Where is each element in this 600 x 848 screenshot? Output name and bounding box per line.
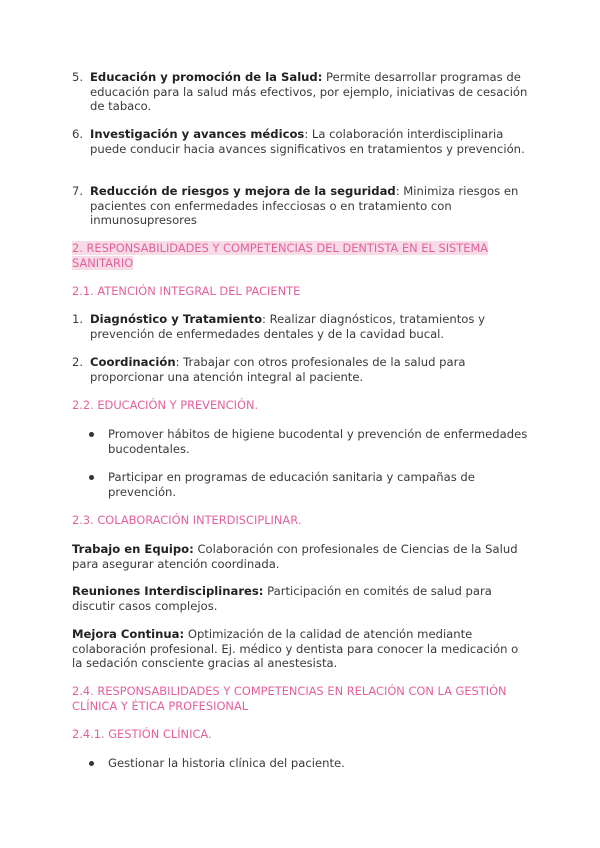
- list-item: [72, 312, 530, 341]
- list-number: 5.: [72, 70, 84, 84]
- para-label: Reuniones Interdisciplinares:: [72, 584, 264, 598]
- bullet-item: [108, 427, 528, 456]
- item-text: : La colaboración interdisciplinaria puede conducir hacia avances significativos en tratamientos y prevención.: [90, 127, 525, 156]
- list-number: 1.: [72, 312, 84, 326]
- subsection-heading: 2.1. ATENCIÓN INTEGRAL DEL PACIENTE: [72, 284, 301, 298]
- list-number: 6.: [72, 127, 84, 141]
- paragraph: [72, 627, 530, 671]
- item-text: : Minimiza riesgos en pacientes con enfermedades infecciosas o en tratamiento con inmunosupresores: [90, 184, 519, 228]
- list-number: 7.: [72, 184, 84, 198]
- item-label: Reducción de riesgos y mejora de la seguridad: [90, 184, 396, 198]
- subsection-heading: 2.2. EDUCACIÓN Y PREVENCIÓN.: [72, 398, 259, 412]
- item-label: Educación y promoción de la Salud:: [90, 70, 323, 84]
- bullet-item: [108, 756, 528, 771]
- item-text: : Realizar diagnósticos, tratamientos y prevención de enfermedades dentales y de la cavidad bucal.: [90, 312, 485, 341]
- bullet-icon: [89, 432, 94, 437]
- bullet-text: Participar en programas de educación sanitaria y campañas de prevención.: [108, 470, 475, 499]
- bullet-text: Promover hábitos de higiene bucodental y prevención de enfermedades bucodentales.: [108, 427, 528, 456]
- bullet-icon: [89, 761, 94, 766]
- section-heading-text: 2. RESPONSABILIDADES Y COMPETENCIAS DEL DENTISTA EN EL SISTEMA SANITARIO: [72, 241, 489, 270]
- list-number: 2.: [72, 355, 84, 369]
- bullet-item: [108, 470, 528, 499]
- subsection-heading: 2.4.1. GESTIÓN CLÍNICA.: [72, 727, 212, 741]
- subsection-heading: 2.3. COLABORACIÓN INTERDISCIPLINAR.: [72, 513, 302, 527]
- paragraph: [72, 542, 530, 571]
- item-label: Diagnóstico y Tratamiento: [90, 312, 263, 326]
- item-text: : Trabajar con otros profesionales de la salud para proporcionar una atención integral al paciente.: [90, 355, 466, 384]
- para-label: Trabajo en Equipo:: [72, 542, 194, 556]
- section-heading: [72, 241, 512, 270]
- subsection-heading: 2.4. RESPONSABILIDADES Y COMPETENCIAS EN RELACIÓN CON LA GESTIÓN CLÍNICA Y ÉTICA PROFESIONAL: [72, 684, 507, 713]
- list-item: [72, 127, 530, 156]
- paragraph: [72, 584, 530, 613]
- bullet-text: Gestionar la historia clínica del paciente.: [108, 756, 345, 770]
- item-label: Investigación y avances médicos: [90, 127, 305, 141]
- item-text: Permite desarrollar programas de educación para la salud más efectivos, por ejemplo, iniciativas de cesación de tabaco.: [90, 70, 528, 114]
- para-text: Colaboración con profesionales de Ciencias de la Salud para asegurar atención coordinada.: [72, 542, 518, 571]
- item-label: Coordinación: [90, 355, 176, 369]
- list-item: [72, 184, 530, 228]
- list-item: [72, 70, 530, 114]
- bullet-icon: [89, 475, 94, 480]
- para-label: Mejora Continua:: [72, 627, 185, 641]
- para-text: Optimización de la calidad de atención mediante colaboración profesional. Ej. médico y dentista para conocer la medicación o la sedación consciente gracias al anestesista.: [72, 627, 519, 671]
- para-text: Participación en comités de salud para discutir casos complejos.: [72, 584, 492, 613]
- list-item: [72, 355, 530, 384]
